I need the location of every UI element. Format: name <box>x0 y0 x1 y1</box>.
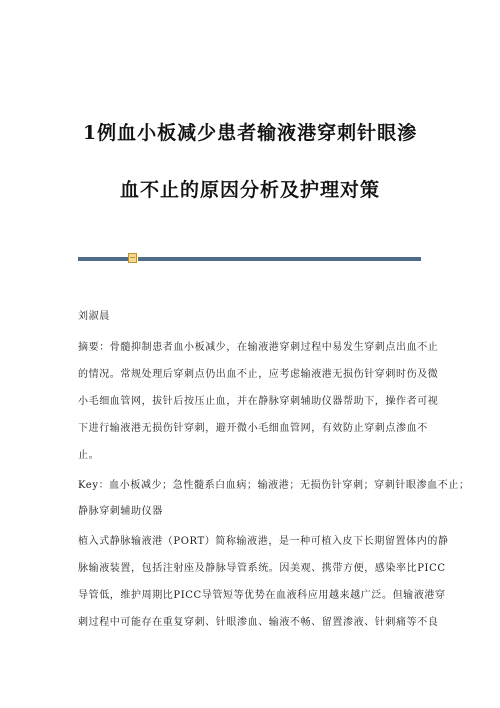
title-divider-left <box>78 257 128 261</box>
abstract-line-4: 下进行输液港无损伤针穿刺，避开微小毛细血管网，有效防止穿刺点渗血不 <box>78 423 428 434</box>
body-line-1: 植入式静脉输液港（PORT）简称输液港，是一种可植入皮下长期留置体内的静 <box>78 536 449 547</box>
keywords-line-1: Key：血小板减少；急性髓系白血病；输液港；无损伤针穿刺；穿刺针眼渗血不止； <box>78 480 470 491</box>
body-line-3: 导管低，维护周期比PICC导管短等优势在血液科应用越来越广泛。但输液港穿 <box>78 590 446 601</box>
abstract-line-1: 摘要：骨髓抑制患者血小板减少，在输液港穿刺过程中易发生穿刺点出血不止 <box>78 342 439 353</box>
keywords-line-2: 静脉穿刺辅助仪器 <box>78 506 163 517</box>
document-icon <box>128 253 137 263</box>
title-divider-right <box>138 257 421 261</box>
document-title-line-1: 1例血小板减少患者输液港穿刺针眼渗 <box>82 122 418 144</box>
abstract-line-2: 的情况。常规处理后穿刺点仍出血不止，应考虑输液港无损伤针穿刺时伤及微 <box>78 369 439 380</box>
author-name: 刘淑晨 <box>78 311 110 322</box>
body-line-2: 脉输液装置，包括注射座及静脉导管系统。因美观、携带方便，感染率比PICC <box>78 563 446 574</box>
abstract-line-5: 止。 <box>78 450 100 461</box>
body-line-4: 刺过程中可能存在重复穿刺、针眼渗血、输液不畅、留置渗液、针刺痛等不良 <box>78 617 439 628</box>
document-title-line-2: 血不止的原因分析及护理对策 <box>119 179 380 201</box>
abstract-line-3: 小毛细血管网，拔针后按压止血，并在静脉穿刺辅助仪器帮助下，操作者可视 <box>78 396 439 407</box>
